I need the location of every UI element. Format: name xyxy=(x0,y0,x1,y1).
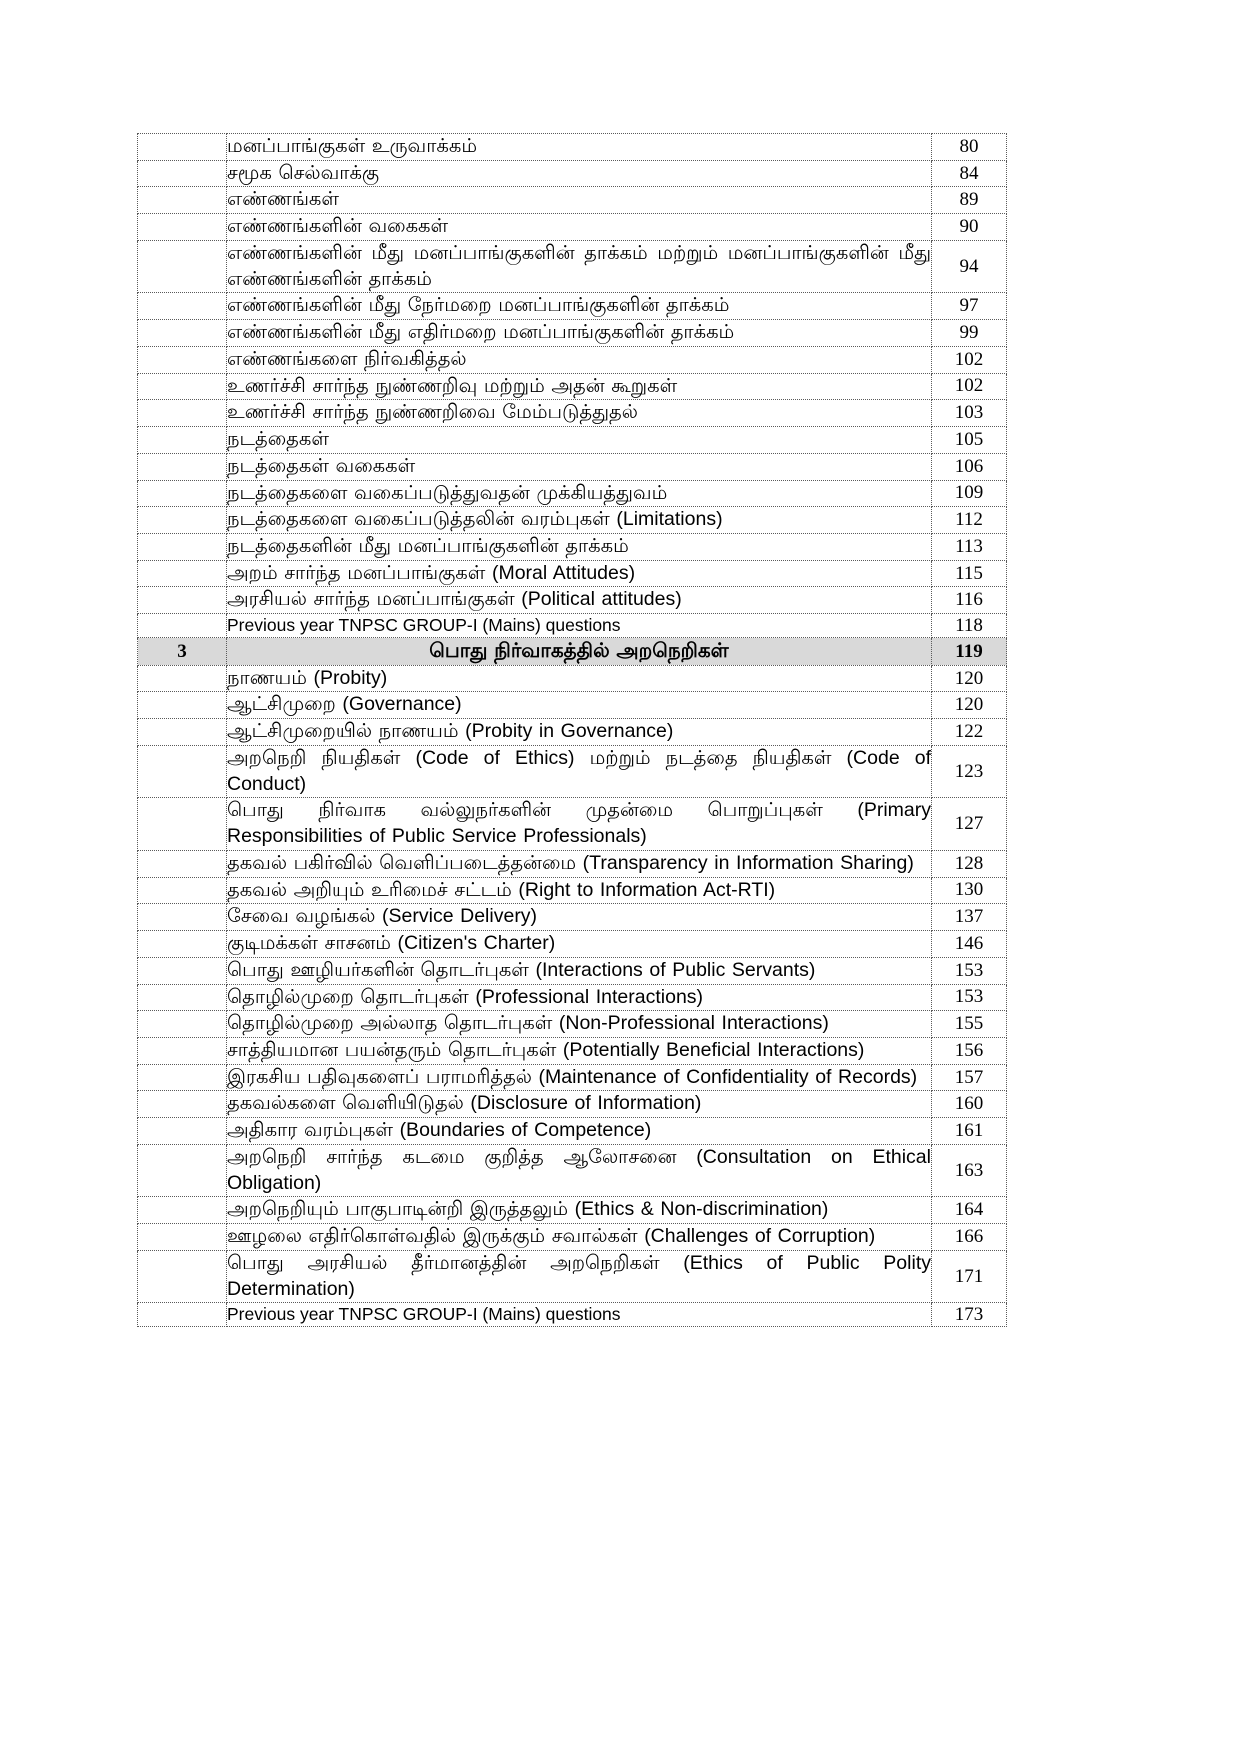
chapter-number-cell xyxy=(138,719,227,746)
chapter-number-cell xyxy=(138,480,227,507)
chapter-number-cell xyxy=(138,187,227,214)
topic-title-cell: நடத்தைகளை வகைப்படுத்துவதன் முக்கியத்துவம் xyxy=(227,480,932,507)
topic-title-cell: நடத்தைகளை வகைப்படுத்தலின் வரம்புகள் (Limitations) xyxy=(227,507,932,534)
chapter-number-cell xyxy=(138,293,227,320)
page-number-cell: 122 xyxy=(932,719,1007,746)
page-number-cell: 155 xyxy=(932,1011,1007,1038)
chapter-number-cell xyxy=(138,984,227,1011)
table-row xyxy=(138,931,1007,958)
page-number-cell: 106 xyxy=(932,453,1007,480)
chapter-number-cell xyxy=(138,877,227,904)
page-number-cell: 115 xyxy=(932,560,1007,587)
topic-title-cell: உணர்ச்சி சார்ந்த நுண்ணறிவு மற்றும் அதன் கூறுகள் xyxy=(227,373,932,400)
topic-title-cell: அறநெறி நியதிகள் (Code of Ethics) மற்றும் நடத்தை நியதிகள் (Code of Conduct) xyxy=(227,745,932,797)
page-number-cell: 113 xyxy=(932,534,1007,561)
topic-title-cell: தகவல் பகிர்வில் வெளிப்படைத்தன்மை (Transparency in Information Sharing) xyxy=(227,850,932,877)
page-number-cell: 130 xyxy=(932,877,1007,904)
table-row xyxy=(138,1011,1007,1038)
chapter-number-cell xyxy=(138,134,227,161)
chapter-number-cell xyxy=(138,346,227,373)
page-number-cell: 160 xyxy=(932,1091,1007,1118)
page-number-cell: 166 xyxy=(932,1224,1007,1251)
table-row xyxy=(138,427,1007,454)
topic-title-cell: Previous year TNPSC GROUP-I (Mains) questions xyxy=(227,614,932,638)
chapter-number-cell xyxy=(138,214,227,241)
chapter-number-cell xyxy=(138,453,227,480)
topic-title-cell: எண்ணங்களின் மீது எதிர்மறை மனப்பாங்குகளின் தாக்கம் xyxy=(227,320,932,347)
table-of-contents xyxy=(137,133,1007,1327)
table-row xyxy=(138,719,1007,746)
topic-title-cell: ஆட்சிமுறையில் நாணயம் (Probity in Governance) xyxy=(227,719,932,746)
table-row xyxy=(138,346,1007,373)
topic-title-cell: எண்ணங்கள் xyxy=(227,187,932,214)
topic-title-cell: தொழில்முறை தொடர்புகள் (Professional Interactions) xyxy=(227,984,932,1011)
table-row xyxy=(138,692,1007,719)
table-row xyxy=(138,850,1007,877)
topic-title-cell: சாத்தியமான பயன்தரும் தொடர்புகள் (Potentially Beneficial Interactions) xyxy=(227,1037,932,1064)
table-row xyxy=(138,1303,1007,1327)
topic-title-cell: அறநெறியும் பாகுபாடின்றி இருத்தலும் (Ethics & Non-discrimination) xyxy=(227,1197,932,1224)
table-row xyxy=(138,957,1007,984)
topic-title-cell: நாணயம் (Probity) xyxy=(227,665,932,692)
topic-title-cell: குடிமக்கள் சாசனம் (Citizen's Charter) xyxy=(227,931,932,958)
table-row xyxy=(138,373,1007,400)
topic-title-cell: ஆட்சிமுறை (Governance) xyxy=(227,692,932,719)
table-row xyxy=(138,134,1007,161)
chapter-heading-row xyxy=(138,638,1007,665)
chapter-number-cell xyxy=(138,1197,227,1224)
table-row xyxy=(138,587,1007,614)
table-row xyxy=(138,1224,1007,1251)
page-number-cell: 137 xyxy=(932,904,1007,931)
chapter-number-cell xyxy=(138,1144,227,1196)
chapter-number-cell xyxy=(138,1303,227,1327)
table-of-contents-wrapper xyxy=(137,133,1006,1327)
chapter-number-cell xyxy=(138,1011,227,1038)
topic-title-cell: எண்ணங்களின் வகைகள் xyxy=(227,214,932,241)
page-number-cell: 80 xyxy=(932,134,1007,161)
table-row xyxy=(138,877,1007,904)
page-number-cell: 128 xyxy=(932,850,1007,877)
page-number-cell: 120 xyxy=(932,665,1007,692)
chapter-number-cell xyxy=(138,320,227,347)
chapter-number-cell xyxy=(138,665,227,692)
table-row xyxy=(138,1197,1007,1224)
topic-title-cell: சமூக செல்வாக்கு xyxy=(227,160,932,187)
table-row xyxy=(138,614,1007,638)
page-number-cell: 171 xyxy=(932,1250,1007,1302)
chapter-number-cell xyxy=(138,798,227,850)
chapter-number-cell xyxy=(138,1064,227,1091)
page-number-cell: 94 xyxy=(932,240,1007,292)
table-of-contents-body xyxy=(138,134,1007,1327)
page-number-cell: 123 xyxy=(932,745,1007,797)
page-number-cell: 164 xyxy=(932,1197,1007,1224)
topic-title-cell: எண்ணங்களை நிர்வகித்தல் xyxy=(227,346,932,373)
chapter-number-cell xyxy=(138,745,227,797)
table-row xyxy=(138,400,1007,427)
chapter-number-cell xyxy=(138,614,227,638)
table-row xyxy=(138,453,1007,480)
page-number-cell: 97 xyxy=(932,293,1007,320)
table-row xyxy=(138,1118,1007,1145)
page-number-cell: 173 xyxy=(932,1303,1007,1327)
topic-title-cell: மனப்பாங்குகள் உருவாக்கம் xyxy=(227,134,932,161)
topic-title-cell: பொது ஊழியர்களின் தொடர்புகள் (Interactions of Public Servants) xyxy=(227,957,932,984)
table-row xyxy=(138,507,1007,534)
table-row xyxy=(138,560,1007,587)
page-number-cell: 127 xyxy=(932,798,1007,850)
topic-title-cell: அறம் சார்ந்த மனப்பாங்குகள் (Moral Attitudes) xyxy=(227,560,932,587)
chapter-number-cell xyxy=(138,1224,227,1251)
topic-title-cell: நடத்தைகள் வகைகள் xyxy=(227,453,932,480)
page-number-cell: 102 xyxy=(932,346,1007,373)
table-row xyxy=(138,745,1007,797)
page-number-cell: 119 xyxy=(932,638,1007,665)
chapter-number-cell xyxy=(138,1118,227,1145)
topic-title-cell: தகவல் அறியும் உரிமைச் சட்டம் (Right to Information Act-RTI) xyxy=(227,877,932,904)
topic-title-cell: தொழில்முறை அல்லாத தொடர்புகள் (Non-Professional Interactions) xyxy=(227,1011,932,1038)
table-row xyxy=(138,293,1007,320)
table-row xyxy=(138,187,1007,214)
chapter-number-cell xyxy=(138,427,227,454)
chapter-title-cell: பொது நிர்வாகத்தில் அறநெறிகள் xyxy=(227,638,932,665)
page-number-cell: 112 xyxy=(932,507,1007,534)
chapter-number-cell xyxy=(138,957,227,984)
chapter-number-cell xyxy=(138,1091,227,1118)
topic-title-cell: Previous year TNPSC GROUP-I (Mains) questions xyxy=(227,1303,932,1327)
page-number-cell: 120 xyxy=(932,692,1007,719)
topic-title-cell: அரசியல் சார்ந்த மனப்பாங்குகள் (Political attitudes) xyxy=(227,587,932,614)
table-row xyxy=(138,1037,1007,1064)
topic-title-cell: சேவை வழங்கல் (Service Delivery) xyxy=(227,904,932,931)
chapter-number-cell xyxy=(138,904,227,931)
chapter-number-cell xyxy=(138,400,227,427)
page-number-cell: 153 xyxy=(932,957,1007,984)
page-number-cell: 90 xyxy=(932,214,1007,241)
topic-title-cell: தகவல்களை வெளியிடுதல் (Disclosure of Information) xyxy=(227,1091,932,1118)
chapter-number-cell xyxy=(138,373,227,400)
table-row xyxy=(138,904,1007,931)
page-number-cell: 156 xyxy=(932,1037,1007,1064)
page-number-cell: 103 xyxy=(932,400,1007,427)
topic-title-cell: நடத்தைகள் xyxy=(227,427,932,454)
page-number-cell: 84 xyxy=(932,160,1007,187)
table-row xyxy=(138,1091,1007,1118)
page-number-cell: 89 xyxy=(932,187,1007,214)
chapter-number-cell xyxy=(138,160,227,187)
topic-title-cell: எண்ணங்களின் மீது மனப்பாங்குகளின் தாக்கம் மற்றும் மனப்பாங்குகளின் மீது எண்ணங்களின் தாக்கம் xyxy=(227,240,932,292)
topic-title-cell: நடத்தைகளின் மீது மனப்பாங்குகளின் தாக்கம் xyxy=(227,534,932,561)
table-row xyxy=(138,320,1007,347)
chapter-number-cell xyxy=(138,1037,227,1064)
page-number-cell: 161 xyxy=(932,1118,1007,1145)
table-row xyxy=(138,214,1007,241)
page-number-cell: 146 xyxy=(932,931,1007,958)
page-number-cell: 102 xyxy=(932,373,1007,400)
topic-title-cell: அதிகார வரம்புகள் (Boundaries of Competence) xyxy=(227,1118,932,1145)
page-number-cell: 163 xyxy=(932,1144,1007,1196)
chapter-number-cell xyxy=(138,850,227,877)
topic-title-cell: அறநெறி சார்ந்த கடமை குறித்த ஆலோசனை (Consultation on Ethical Obligation) xyxy=(227,1144,932,1196)
chapter-number-cell xyxy=(138,240,227,292)
topic-title-cell: ஊழலை எதிர்கொள்வதில் இருக்கும் சவால்கள் (Challenges of Corruption) xyxy=(227,1224,932,1251)
chapter-number-cell xyxy=(138,692,227,719)
page-number-cell: 109 xyxy=(932,480,1007,507)
table-row xyxy=(138,480,1007,507)
chapter-number-cell xyxy=(138,931,227,958)
page-number-cell: 116 xyxy=(932,587,1007,614)
page-number-cell: 157 xyxy=(932,1064,1007,1091)
table-row xyxy=(138,665,1007,692)
table-row xyxy=(138,160,1007,187)
page-number-cell: 118 xyxy=(932,614,1007,638)
table-row xyxy=(138,1064,1007,1091)
page-number-cell: 153 xyxy=(932,984,1007,1011)
page-number-cell: 105 xyxy=(932,427,1007,454)
topic-title-cell: பொது நிர்வாக வல்லுநர்களின் முதன்மை பொறுப்புகள் (Primary Responsibilities of Public Service Professionals) xyxy=(227,798,932,850)
table-row xyxy=(138,1144,1007,1196)
topic-title-cell: எண்ணங்களின் மீது நேர்மறை மனப்பாங்குகளின் தாக்கம் xyxy=(227,293,932,320)
chapter-number-cell xyxy=(138,507,227,534)
topic-title-cell: இரகசிய பதிவுகளைப் பராமரித்தல் (Maintenance of Confidentiality of Records) xyxy=(227,1064,932,1091)
chapter-number-cell: 3 xyxy=(138,638,227,665)
topic-title-cell: பொது அரசியல் தீர்மானத்தின் அறநெறிகள் (Ethics of Public Polity Determination) xyxy=(227,1250,932,1302)
page-number-cell: 99 xyxy=(932,320,1007,347)
table-row xyxy=(138,240,1007,292)
topic-title-cell: உணர்ச்சி சார்ந்த நுண்ணறிவை மேம்படுத்துதல் xyxy=(227,400,932,427)
chapter-number-cell xyxy=(138,534,227,561)
chapter-number-cell xyxy=(138,587,227,614)
chapter-number-cell xyxy=(138,560,227,587)
chapter-number-cell xyxy=(138,1250,227,1302)
table-row xyxy=(138,1250,1007,1302)
table-row xyxy=(138,798,1007,850)
table-row xyxy=(138,534,1007,561)
table-row xyxy=(138,984,1007,1011)
